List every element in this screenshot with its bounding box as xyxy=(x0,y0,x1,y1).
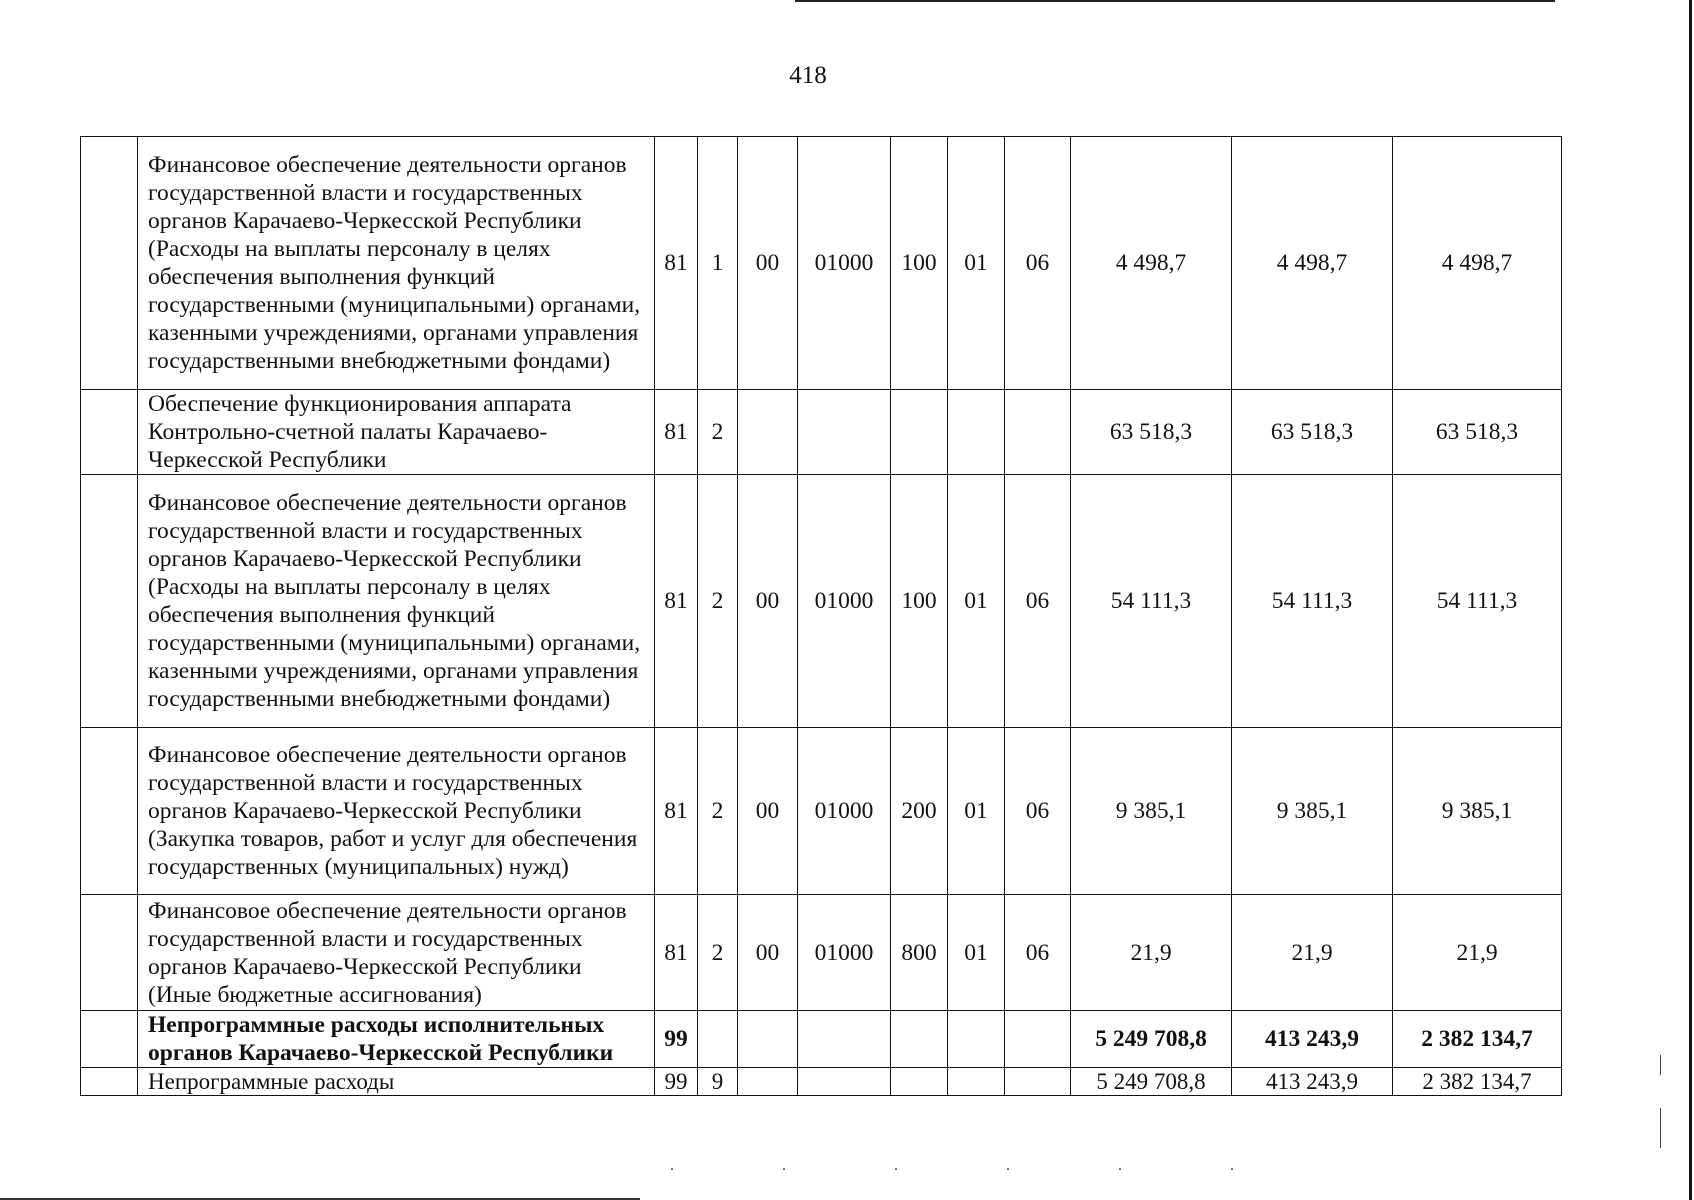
code-cell: 81 xyxy=(655,137,698,390)
amount-cell: 4 498,7 xyxy=(1232,137,1393,390)
code-cell xyxy=(738,390,798,475)
code-cell xyxy=(891,1011,948,1068)
code-cell: 06 xyxy=(1005,137,1071,390)
table-row xyxy=(81,475,1562,728)
amount-cell: 413 243,9 xyxy=(1232,1011,1393,1068)
code-cell xyxy=(948,1068,1005,1096)
code-cell: 00 xyxy=(738,728,798,895)
code-cell: 81 xyxy=(655,390,698,475)
row-number-cell xyxy=(81,1011,138,1068)
table-row xyxy=(81,137,1562,390)
code-cell xyxy=(798,390,891,475)
amount-cell: 413 243,9 xyxy=(1232,1068,1393,1096)
code-cell: 00 xyxy=(738,137,798,390)
code-cell: 00 xyxy=(738,475,798,728)
amount-cell: 21,9 xyxy=(1232,895,1393,1011)
amount-cell: 63 518,3 xyxy=(1232,390,1393,475)
code-cell xyxy=(1005,1011,1071,1068)
table-row xyxy=(81,728,1562,895)
amount-cell: 54 111,3 xyxy=(1232,475,1393,728)
row-name: Финансовое обеспечение деятельности органов государственной власти и государственных органов Карачаево-Черкесской Республики (Расходы на выплаты персоналу в целях обеспечения выполнения функций государственными (муниципальными) органами, казенными учреждениями, органами управления государственными внебюджетными фондами) xyxy=(138,475,655,728)
code-cell: 99 xyxy=(655,1068,698,1096)
scan-border-right xyxy=(1689,0,1692,1200)
row-number-cell xyxy=(81,390,138,475)
scan-dots: . . . . . . xyxy=(670,1157,1286,1174)
amount-cell: 54 111,3 xyxy=(1071,475,1232,728)
amount-cell: 63 518,3 xyxy=(1071,390,1232,475)
amount-cell: 21,9 xyxy=(1393,895,1562,1011)
row-number-cell xyxy=(81,895,138,1011)
code-cell xyxy=(891,1068,948,1096)
code-cell xyxy=(738,1068,798,1096)
amount-cell: 5 249 708,8 xyxy=(1071,1068,1232,1096)
code-cell: 2 xyxy=(698,390,738,475)
code-cell xyxy=(738,1011,798,1068)
row-name: Финансовое обеспечение деятельности органов государственной власти и государственных органов Карачаево-Черкесской Республики (Закупка товаров, работ и услуг для обеспечения государственных (муниципальных) нужд) xyxy=(138,728,655,895)
table-row xyxy=(81,1011,1562,1068)
row-number-cell xyxy=(81,137,138,390)
amount-cell: 4 498,7 xyxy=(1071,137,1232,390)
code-cell: 2 xyxy=(698,475,738,728)
code-cell: 06 xyxy=(1005,475,1071,728)
page-number: 418 xyxy=(789,62,827,89)
code-cell: 2 xyxy=(698,895,738,1011)
amount-cell: 5 249 708,8 xyxy=(1071,1011,1232,1068)
amount-cell: 4 498,7 xyxy=(1393,137,1562,390)
code-cell: 01 xyxy=(948,475,1005,728)
amount-cell: 9 385,1 xyxy=(1232,728,1393,895)
budget-table xyxy=(80,136,1562,1096)
amount-cell: 9 385,1 xyxy=(1071,728,1232,895)
row-number-cell xyxy=(81,1068,138,1096)
code-cell: 01000 xyxy=(798,137,891,390)
amount-cell: 2 382 134,7 xyxy=(1393,1068,1562,1096)
table-row xyxy=(81,1068,1562,1096)
code-cell xyxy=(1005,390,1071,475)
code-cell: 81 xyxy=(655,475,698,728)
amount-cell: 63 518,3 xyxy=(1393,390,1562,475)
code-cell: 01 xyxy=(948,895,1005,1011)
code-cell: 800 xyxy=(891,895,948,1011)
code-cell: 100 xyxy=(891,475,948,728)
row-name: Финансовое обеспечение деятельности органов государственной власти и государственных органов Карачаево-Черкесской Республики (Расходы на выплаты персоналу в целях обеспечения выполнения функций государственными (муниципальными) органами, казенными учреждениями, органами управления государственными внебюджетными фондами) xyxy=(138,137,655,390)
row-name: Финансовое обеспечение деятельности органов государственной власти и государственных органов Карачаево-Черкесской Республики (Иные бюджетные ассигнования) xyxy=(138,895,655,1011)
code-cell xyxy=(698,1011,738,1068)
code-cell: 99 xyxy=(655,1011,698,1068)
table-row xyxy=(81,895,1562,1011)
code-cell: 81 xyxy=(655,895,698,1011)
row-number-cell xyxy=(81,728,138,895)
code-cell xyxy=(798,1011,891,1068)
code-cell: 100 xyxy=(891,137,948,390)
code-cell: 01 xyxy=(948,137,1005,390)
scan-mark xyxy=(1660,1108,1661,1148)
row-name: Обеспечение функционирования аппарата Контрольно-счетной палаты Карачаево-Черкесской Республики xyxy=(138,390,655,475)
scan-border-top xyxy=(795,0,1555,2)
table-row xyxy=(81,390,1562,475)
code-cell: 2 xyxy=(698,728,738,895)
code-cell: 01000 xyxy=(798,895,891,1011)
row-number-cell xyxy=(81,475,138,728)
code-cell: 9 xyxy=(698,1068,738,1096)
code-cell: 00 xyxy=(738,895,798,1011)
code-cell xyxy=(891,390,948,475)
code-cell: 06 xyxy=(1005,728,1071,895)
code-cell xyxy=(948,1011,1005,1068)
amount-cell: 21,9 xyxy=(1071,895,1232,1011)
amount-cell: 54 111,3 xyxy=(1393,475,1562,728)
code-cell: 01000 xyxy=(798,475,891,728)
code-cell: 01 xyxy=(948,728,1005,895)
code-cell xyxy=(948,390,1005,475)
code-cell: 200 xyxy=(891,728,948,895)
code-cell: 1 xyxy=(698,137,738,390)
code-cell: 06 xyxy=(1005,895,1071,1011)
code-cell: 01000 xyxy=(798,728,891,895)
amount-cell: 2 382 134,7 xyxy=(1393,1011,1562,1068)
code-cell xyxy=(1005,1068,1071,1096)
row-name: Непрограммные расходы xyxy=(138,1068,655,1096)
scan-mark xyxy=(1660,1055,1661,1075)
amount-cell: 9 385,1 xyxy=(1393,728,1562,895)
row-name: Непрограммные расходы исполнительных органов Карачаево-Черкесской Республики xyxy=(138,1011,655,1068)
code-cell: 81 xyxy=(655,728,698,895)
code-cell xyxy=(798,1068,891,1096)
